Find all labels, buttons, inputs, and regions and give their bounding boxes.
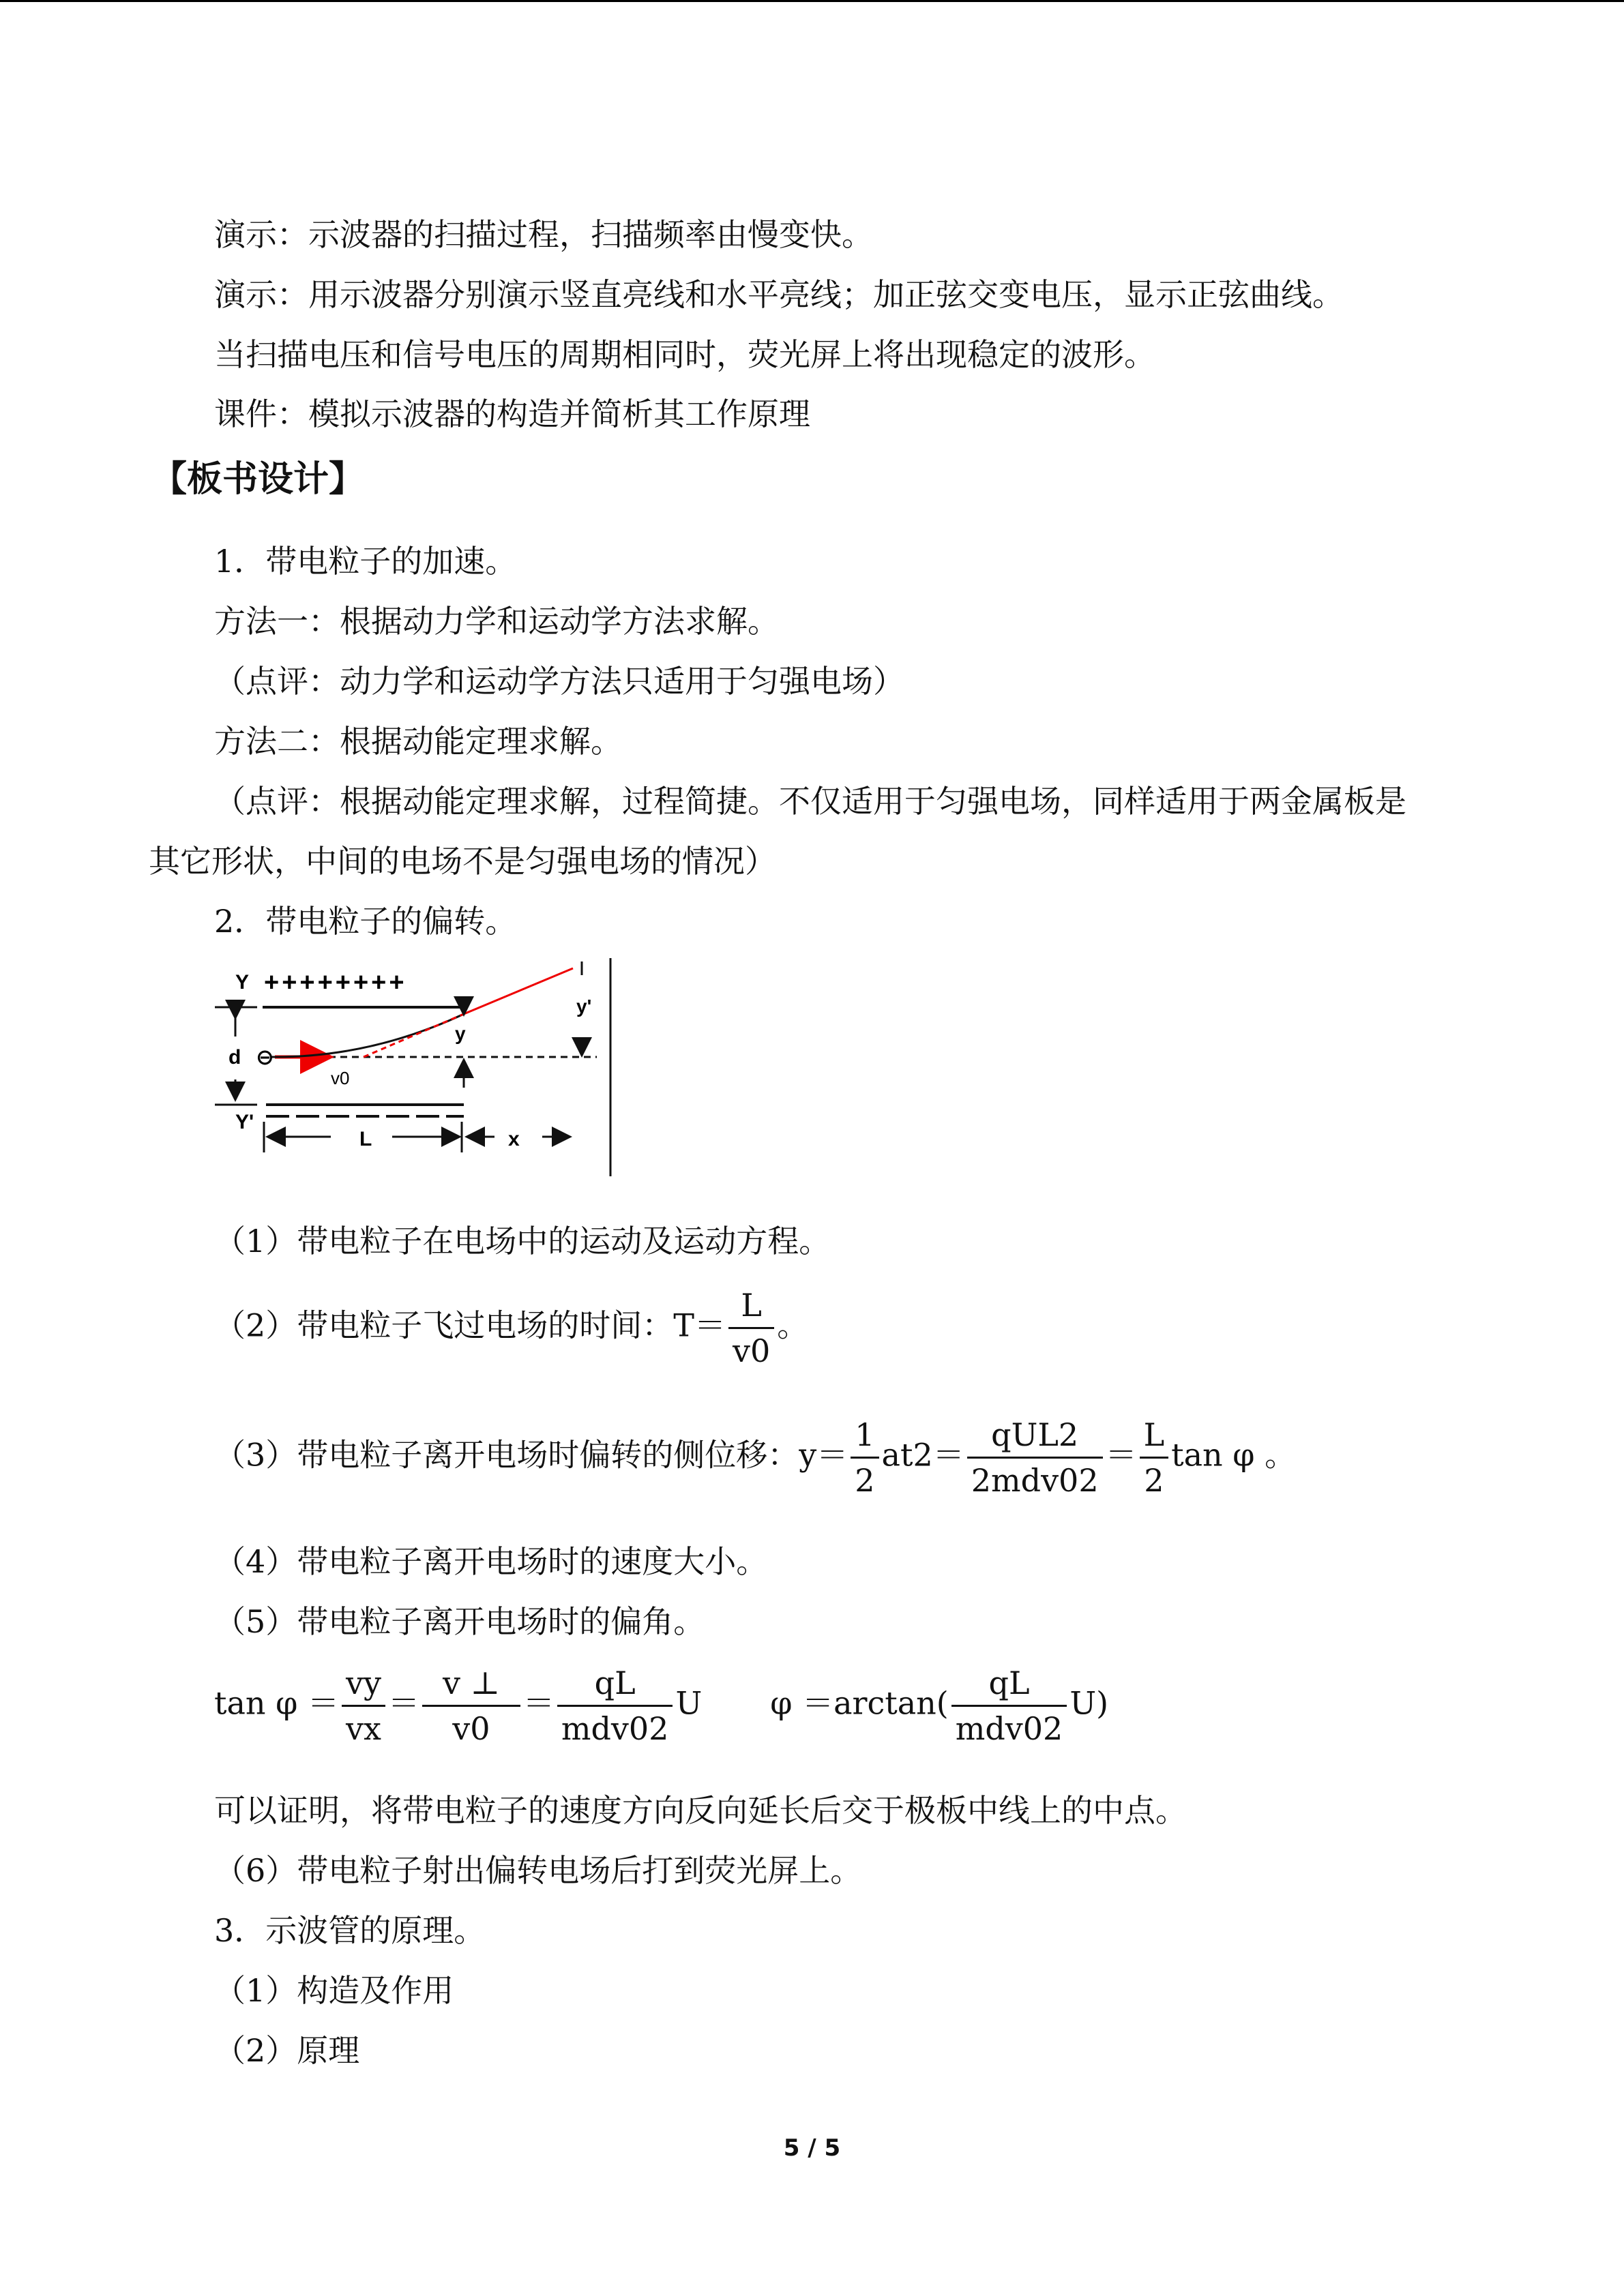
text-line: 1．带电粒子的加速。 [214,543,517,580]
text-line: 2．带电粒子的偏转。 [214,903,517,940]
label-d: d [228,1046,241,1069]
section-heading: 【板书设计】 [151,459,365,500]
formula-text: U) [1069,1684,1109,1722]
text-line: 3．示波管的原理。 [214,1912,486,1949]
text-line: （6）带电粒子射出偏转电场后打到荧光屏上。 [214,1852,862,1889]
displacement-formula [214,1413,1296,1502]
formula-text: ＝ [387,1684,419,1722]
text-line: 课件：模拟示波器的构造并简析其工作原理 [214,396,810,432]
exit-path [464,968,573,1014]
text-line: 方法二：根据动能定理求解。 [214,723,622,760]
text-line: 可以证明，将带电粒子的速度方向反向延长后交于极板中线上的中点。 [214,1792,1187,1829]
label-l: L [359,1128,372,1150]
text-line: （1）构造及作用 [214,1972,454,2009]
fraction: $\frac{L}{2}$ [1140,1413,1169,1502]
formula-text: U [675,1684,703,1722]
fraction: $\frac{vy}{vx}$ [342,1661,385,1750]
label-y-top: Y [235,971,250,994]
text-line: 方法一：根据动力学和运动学方法求解。 [214,603,779,640]
text-line: 演示：用示波器分别演示竖直亮线和水平亮线；加正弦交变电压，显示正弦曲线。 [214,276,1344,313]
label-y: y [455,1023,466,1044]
fraction: $\frac{qL}{\text{mdv02}}$ [951,1661,1067,1750]
formula-text: tan φ 。 [1171,1436,1297,1474]
text-line: （4）带电粒子离开电场时的速度大小。 [214,1543,768,1580]
text-line: （点评：根据动能定理求解，过程简捷。不仅适用于匀强电场，同样适用于两金属板是 [214,783,1406,820]
trajectory-curve [275,1014,464,1057]
top-border [0,0,1624,2]
formula-text: at2＝ [881,1436,964,1474]
label-v0: v0 [331,1068,350,1088]
plus-charges: ++++++++ [264,968,407,997]
text-line: 当扫描电压和信号电压的周期相同时，荧光屏上将出现稳定的波形。 [214,336,1155,373]
text-line: 演示：示波器的扫描过程，扫描频率由慢变快。 [214,216,873,253]
fraction: $\frac{1}{2}$ [851,1413,879,1502]
label-x: x [508,1128,520,1150]
label-y-bottom: Y' [235,1111,254,1133]
formula-text: （3）带电粒子离开电场时偏转的侧位移：y＝ [214,1436,848,1474]
deflection-diagram-svg [208,958,658,1183]
fraction: $\frac{qL}{\text{mdv02}}$ [557,1661,673,1750]
text-line: （1）带电粒子在电场中的运动及运动方程。 [214,1223,831,1259]
label-y-prime: y' [576,996,592,1017]
formula-text: （2）带电粒子飞过电场的时间：T＝ [214,1307,726,1344]
formula-text: tan φ ＝ [214,1684,339,1722]
angle-formula [214,1661,1108,1750]
text-line: （点评：动力学和运动学方法只适用于匀强电场） [214,663,904,700]
text-line: 其它形状，中间的电场不是匀强电场的情况） [149,843,776,880]
deflection-diagram [208,958,658,1186]
fraction: $\frac{L}{v0}$ [728,1283,774,1373]
fraction: $\frac{v \perp}{v0}$ [422,1661,520,1750]
time-formula [214,1283,808,1373]
page-number: 5 / 5 [783,2134,841,2162]
text-line: （5）带电粒子离开电场时的偏角。 [214,1603,705,1640]
formula-text: φ ＝arctan( [770,1684,949,1722]
formula-text: 。 [777,1307,809,1344]
fraction: $\frac{\text{qUL2}}{\text{2mdv02}}$ [967,1413,1103,1502]
formula-text: ＝ [1105,1436,1137,1474]
formula-text: ＝ [522,1684,555,1722]
text-line: （2）原理 [214,2032,360,2069]
electron-icon: ⊖ [256,1044,274,1070]
